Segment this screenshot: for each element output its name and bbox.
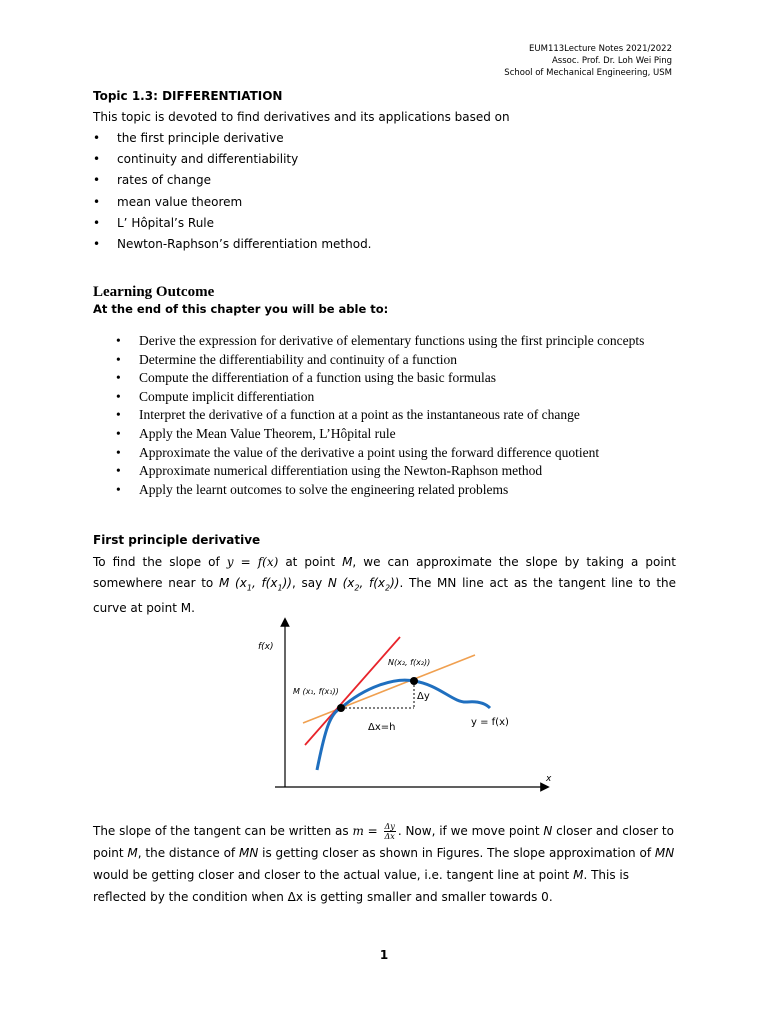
fraction-dy-dx: $\frac{\Delta y}{\Delta x}$ bbox=[384, 822, 395, 841]
header-course: EUM113Lecture Notes 2021/2022 bbox=[529, 44, 672, 54]
list-item: • Approximate numerical differentiation using the Newton-Raphson method bbox=[116, 463, 543, 479]
header-school: School of Mechanical Engineering, USM bbox=[504, 68, 672, 78]
list-item: • the first principle derivative bbox=[93, 131, 284, 145]
point-m-label: M (x₁, f(x₁)) bbox=[293, 687, 339, 696]
list-item: • Interpret the derivative of a function at a point as the instantaneous rate of change bbox=[116, 407, 580, 423]
list-item: • Derive the expression for derivative of elementary functions using the first principle concepts bbox=[116, 333, 645, 348]
list-item: • Approximate the value of the derivative a point using the forward difference quotient bbox=[116, 444, 600, 460]
bullet-icon: • bbox=[116, 388, 121, 404]
list-item: • Determine the differentiability and continuity of a function bbox=[116, 351, 458, 367]
bullet-icon: • bbox=[116, 333, 121, 348]
bullet-icon: • bbox=[93, 194, 101, 209]
function-curve bbox=[317, 680, 490, 770]
list-item: • Compute implicit differentiation bbox=[116, 388, 315, 404]
list-item: • L’ Hôpital’s Rule bbox=[93, 215, 215, 230]
point-n bbox=[410, 677, 418, 685]
bullet-icon: • bbox=[116, 407, 121, 423]
delta-y-label: Δy bbox=[417, 691, 430, 702]
list-item: • Apply the Mean Value Theorem, L’Hôpital rule bbox=[116, 425, 396, 441]
topic-intro: This topic is devoted to find derivatives and its applications based on bbox=[93, 110, 510, 124]
bullet-icon: • bbox=[93, 131, 101, 145]
bullet-icon: • bbox=[116, 444, 121, 460]
bullet-icon: • bbox=[116, 463, 121, 479]
bullet-icon: • bbox=[116, 425, 121, 441]
point-n-label: N(x₂, f(x₂)) bbox=[388, 658, 431, 667]
delta-x-label: Δx=h bbox=[368, 722, 396, 733]
list-item: • rates of change bbox=[93, 173, 211, 188]
topic-title: Topic 1.3: DIFFERENTIATION bbox=[93, 89, 283, 103]
list-item: • Apply the learnt outcomes to solve the engineering related problems bbox=[116, 481, 509, 497]
header-author: Assoc. Prof. Dr. Loh Wei Ping bbox=[551, 56, 672, 66]
paragraph-slope-limit: The slope of the tangent can be written as m = $\frac{\Delta y}{\Delta x}$ . Now, if we move point N closer and closer to point M, the distance of MN is getting closer as shown in Figures. The slope approximation of MN would be getting closer and closer to the actual value, i.e. tangent line at point M. This is reflected by the condition when Δx is getting smaller and smaller towards 0. bbox=[93, 822, 675, 904]
list-item: • Compute the differentiation of a function using the basic formulas bbox=[116, 370, 497, 386]
page-number: 1 bbox=[379, 948, 389, 962]
learning-outcome-subheading: At the end of this chapter you will be able to: bbox=[93, 302, 389, 316]
bullet-icon: • bbox=[116, 370, 121, 386]
bullet-icon: • bbox=[116, 351, 121, 367]
paragraph-slope-intro: To find the slope of y = f(x) at point M, we can approximate the slope by taking a point somewhere near to M ($x_1$, $f(x_1)$), say N ($x_2$, $f(x_2)$). The MN line act as the tangent line to the curve at point M. bbox=[93, 555, 677, 616]
curve-label: y = f(x) bbox=[471, 717, 509, 728]
y-axis-label: f(x) bbox=[258, 642, 274, 652]
learning-outcome-heading: Learning Outcome bbox=[93, 284, 215, 300]
bullet-icon: • bbox=[93, 152, 101, 167]
section-heading: First principle derivative bbox=[93, 533, 261, 547]
list-item: • Newton-Raphson’s differentiation method. bbox=[93, 236, 372, 251]
bullet-icon: • bbox=[93, 173, 101, 188]
tangent-secant-figure bbox=[255, 615, 565, 795]
bullet-icon: • bbox=[93, 215, 101, 230]
bullet-icon: • bbox=[93, 236, 101, 251]
bullet-icon: • bbox=[116, 481, 121, 497]
topic-list bbox=[93, 130, 372, 257]
point-m bbox=[337, 704, 345, 712]
outcome-list bbox=[116, 332, 644, 499]
x-axis-label: x bbox=[546, 774, 552, 784]
list-item: • continuity and differentiability bbox=[93, 152, 299, 167]
list-item: • mean value theorem bbox=[93, 194, 243, 209]
